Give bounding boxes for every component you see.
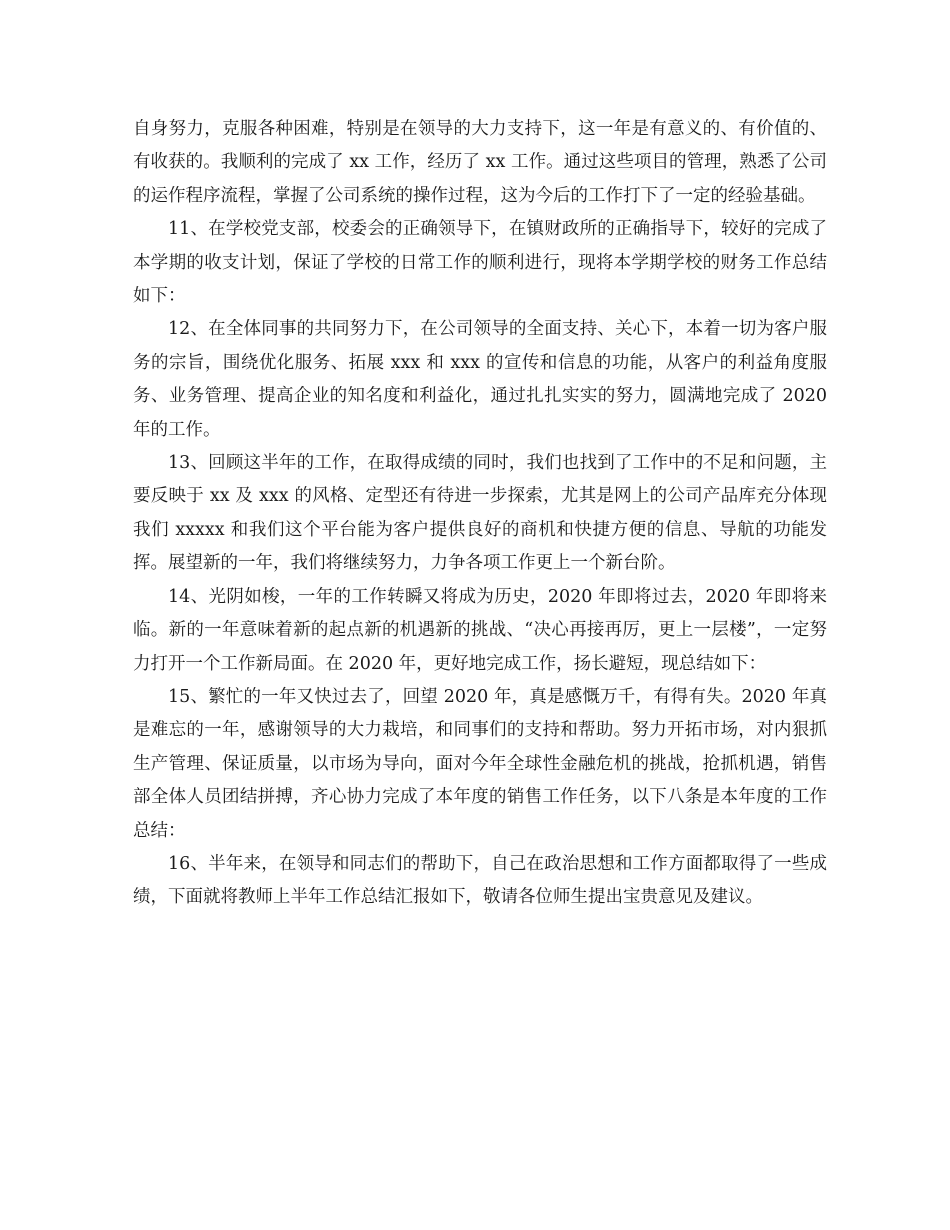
paragraph-continuation: 自身努力，克服各种困难，特别是在领导的大力支持下，这一年是有意义的、有价值的、有收获的。我顺利的完成了 xx 工作，经历了 xx 工作。通过这些项目的管理，熟悉了公司的运作程序流程，掌握了公司系统的操作过程，这为今后的工作打下了一定的经验基础。 (133, 119, 827, 206)
paragraph-11: 11、在学校党支部，校委会的正确领导下，在镇财政所的正确指导下，较好的完成了本学期的收支计划，保证了学校的日常工作的顺利进行，现将本学期学校的财务工作总结如下： (133, 219, 827, 307)
paragraph-13: 13、回顾这半年的工作，在取得成绩的同时，我们也找到了工作中的不足和问题，主要反映于 xx 及 xxx 的风格、定型还有待进一步探索，尤其是网上的公司产品库充分体现我们 xxxxx 和我们这个平台能为客户提供良好的商机和快捷方便的信息、导航的功能发挥。展望新的一年，我们将继续努力，力争各项工作更上一个新台阶。 (133, 453, 827, 574)
paragraph-16: 16、半年来，在领导和同志们的帮助下，自己在政治思想和工作方面都取得了一些成绩，下面就将教师上半年工作总结汇报如下，敬请各位师生提出宝贵意见及建议。 (133, 853, 827, 908)
paragraph-15: 15、繁忙的一年又快过去了，回望 2020 年，真是感慨万千，有得有失。2020 年真是难忘的一年，感谢领导的大力栽培，和同事们的支持和帮助。努力开拓市场，对内狠抓生产管理、保证质量，以市场为导向，面对今年全球性金融危机的挑战，抢抓机遇，销售部全体人员团结拼搏，齐心协力完成了本年度的销售工作任务，以下八条是本年度的工作总结： (133, 686, 827, 841)
paragraph-12: 12、在全体同事的共同努力下，在公司领导的全面支持、关心下，本着一切为客户服务的宗旨，围绕优化服务、拓展 xxx 和 xxx 的宣传和信息的功能，从客户的利益角度服务、业务管理、提高企业的知名度和利益化，通过扎扎实实的努力，圆满地完成了 2020 年的工作。 (133, 319, 827, 440)
document-body (133, 113, 827, 915)
paragraph-14: 14、光阴如梭，一年的工作转瞬又将成为历史，2020 年即将过去，2020 年即将来临。新的一年意味着新的起点新的机遇新的挑战、“决心再接再厉，更上一层楼”，一定努力打开一个工作新局面。在 2020 年，更好地完成工作，扬长避短，现总结如下： (133, 586, 827, 674)
